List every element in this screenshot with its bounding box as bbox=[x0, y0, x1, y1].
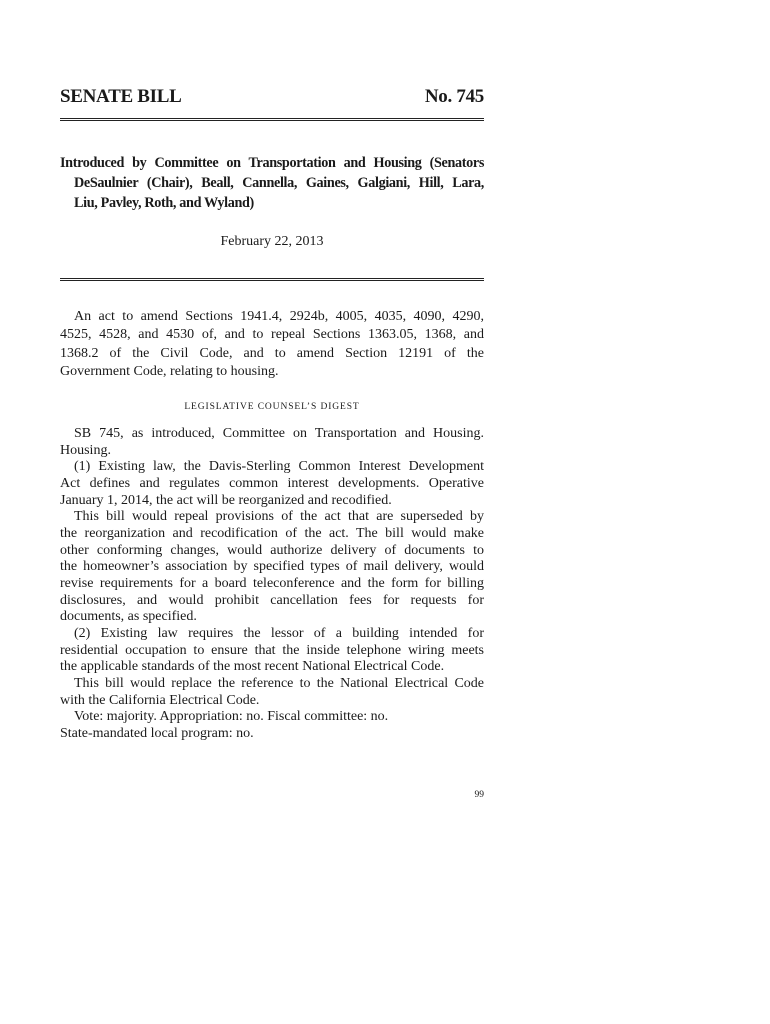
digest-line: Vote: majority. Appropriation: no. Fiscal committee: no. bbox=[74, 709, 389, 725]
digest-line: residential occupation to ensure that the inside telephone wiring meets bbox=[60, 642, 484, 658]
introduced-by-line: Introduced by Committee on Transportation and Housing (Senators bbox=[60, 155, 484, 171]
digest-line: Act defines and regulates common interest developments. Operative bbox=[60, 475, 484, 491]
introduced-by bbox=[60, 153, 484, 213]
digest-line: documents, as specified. bbox=[60, 609, 197, 625]
bill-header bbox=[60, 86, 484, 108]
page-number: 99 bbox=[474, 790, 484, 800]
header-rule bbox=[60, 118, 484, 121]
digest-line: This bill would repeal provisions of the act that are superseded by bbox=[74, 509, 484, 525]
introduction-date: February 22, 2013 bbox=[220, 234, 324, 249]
digest-line: State-mandated local program: no. bbox=[60, 725, 254, 741]
digest-line: the homeowner’s association by specified types of mail delivery, would bbox=[60, 559, 484, 575]
digest-line: This bill would replace the reference to the National Electrical Code bbox=[74, 675, 484, 691]
digest-line: the applicable standards of the most recent National Electrical Code. bbox=[60, 659, 445, 675]
act-title-line: Government Code, relating to housing. bbox=[60, 363, 279, 379]
act-title-line: An act to amend Sections 1941.4, 2924b, 4005, 4035, 4090, 4290, bbox=[74, 309, 484, 324]
introduced-by-line: Liu, Pavley, Roth, and Wyland) bbox=[74, 195, 254, 211]
digest-line: (1) Existing law, the Davis-Sterling Common Interest Development bbox=[74, 459, 484, 475]
act-title bbox=[60, 308, 484, 381]
act-title-line: 1368.2 of the Civil Code, and to amend Section 12191 of the bbox=[60, 345, 484, 361]
digest-body bbox=[60, 426, 484, 742]
act-title-line: 4525, 4528, and 4530 of, and to repeal Sections 1363.05, 1368, and bbox=[60, 327, 484, 343]
date-rule bbox=[60, 278, 484, 281]
digest-line: other conforming changes, would authorize delivery of documents to bbox=[60, 542, 484, 558]
digest-heading: LEGISLATIVE COUNSEL’S DIGEST bbox=[184, 402, 360, 412]
bill-type: SENATE BILL bbox=[60, 86, 182, 107]
digest-line: SB 745, as introduced, Committee on Transportation and Housing. bbox=[74, 426, 484, 441]
digest-line: the reorganization and recodification of the act. The bill would make bbox=[60, 525, 484, 541]
introduced-by-line: DeSaulnier (Chair), Beall, Cannella, Gaines, Galgiani, Hill, Lara, bbox=[74, 175, 484, 191]
digest-line: Housing. bbox=[60, 442, 111, 458]
digest-line: with the California Electrical Code. bbox=[60, 692, 260, 708]
digest-line: (2) Existing law requires the lessor of a building intended for bbox=[74, 625, 484, 641]
bill-number: No. 745 bbox=[424, 86, 484, 107]
digest-line: revise requirements for a board teleconference and the form for billing bbox=[60, 575, 484, 591]
digest-line: January 1, 2014, the act will be reorganized and recodified. bbox=[60, 492, 392, 508]
digest-line: disclosures, and would prohibit cancellation fees for requests for bbox=[60, 592, 484, 608]
